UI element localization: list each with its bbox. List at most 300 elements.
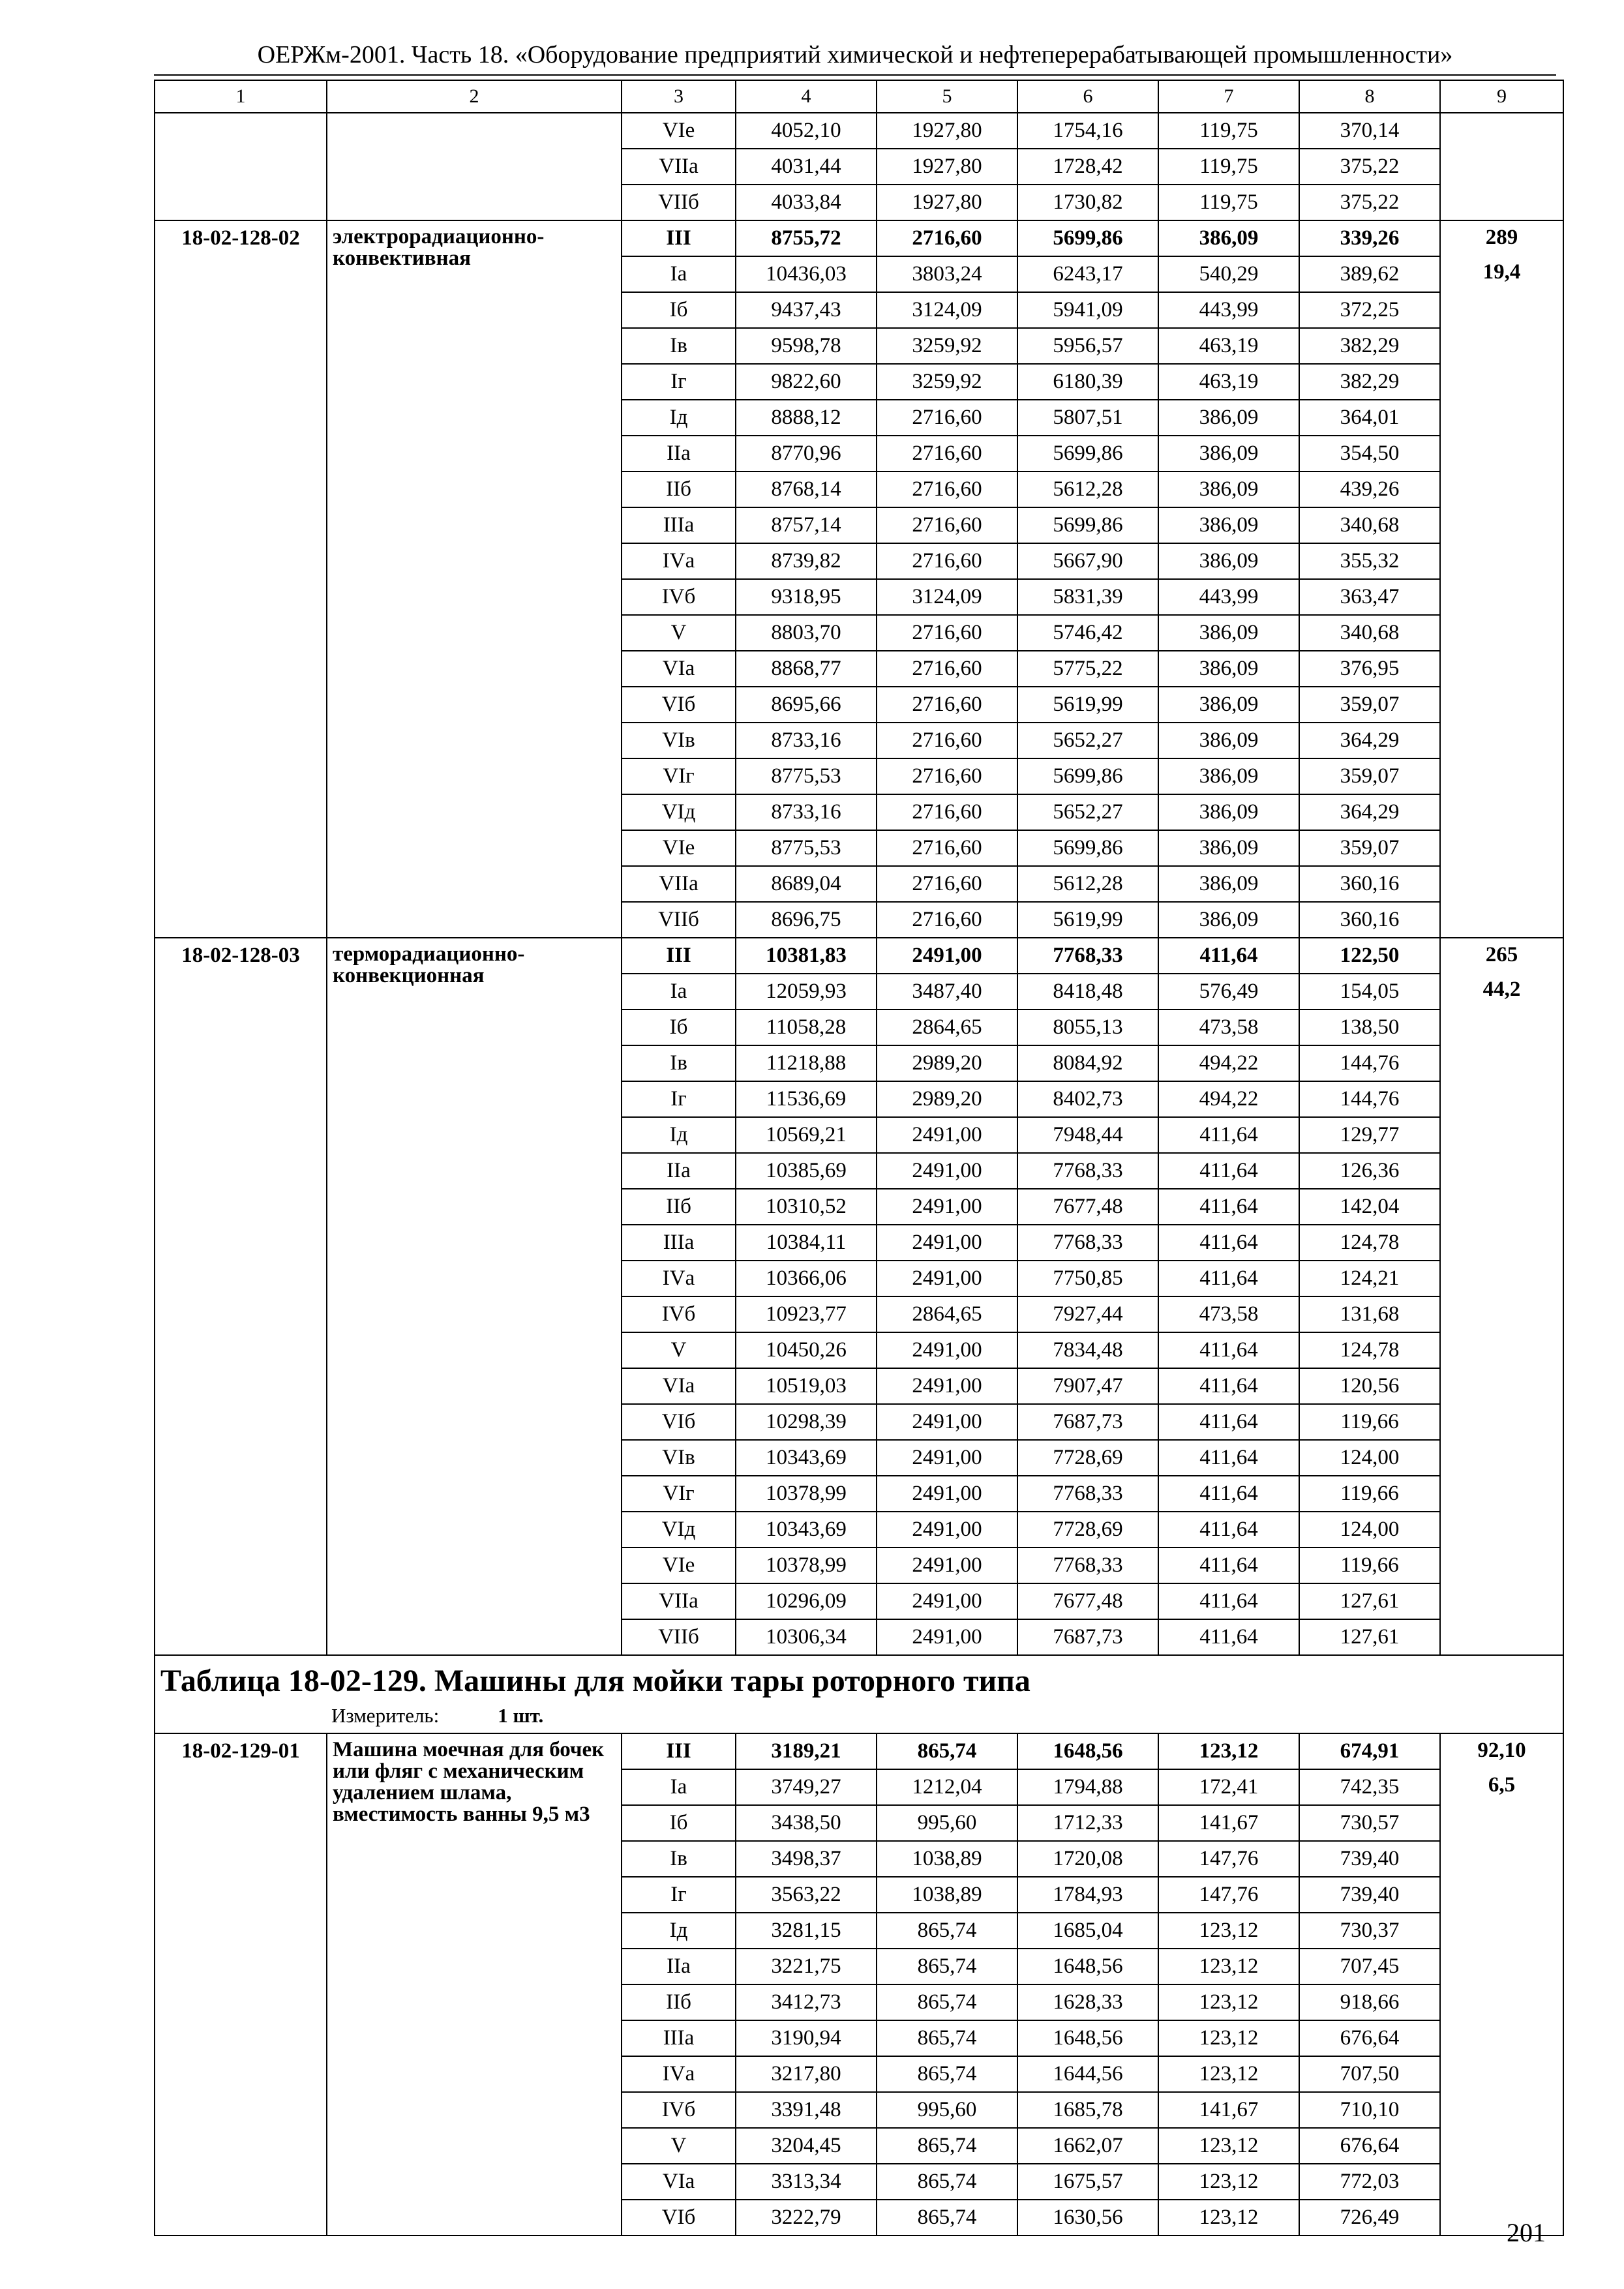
value-cell: 10296,09 (736, 1583, 877, 1619)
value-cell: 123,12 (1158, 1949, 1299, 1984)
value-cell: 1038,89 (877, 1841, 1017, 1877)
value-cell: 5652,27 (1017, 794, 1158, 830)
coefficient-value: 19,4 (1482, 260, 1521, 284)
value-cell: 7728,69 (1017, 1512, 1158, 1548)
zone-cell: Iа (622, 256, 736, 292)
value-cell: 7768,33 (1017, 1548, 1158, 1583)
value-cell: 411,64 (1158, 1225, 1299, 1261)
value-cell: 443,99 (1158, 292, 1299, 328)
value-cell: 372,25 (1299, 292, 1440, 328)
value-cell: 122,50 (1299, 938, 1440, 974)
value-cell: 7768,33 (1017, 1225, 1158, 1261)
value-cell: 144,76 (1299, 1081, 1440, 1117)
value-cell: 9318,95 (736, 579, 877, 615)
price-table (154, 80, 1564, 2236)
value-cell: 1712,33 (1017, 1805, 1158, 1841)
value-cell: 1038,89 (877, 1877, 1017, 1913)
value-cell: 1685,78 (1017, 2092, 1158, 2128)
coefficient-value: 92,10 (1477, 1739, 1526, 1762)
value-cell: 8739,82 (736, 543, 877, 579)
zone-cell: IIб (622, 471, 736, 507)
value-cell: 5699,86 (1017, 758, 1158, 794)
header-rule (154, 74, 1556, 76)
value-cell: 2491,00 (877, 1583, 1017, 1619)
value-cell: 9822,60 (736, 364, 877, 400)
zone-cell: Iа (622, 1769, 736, 1805)
value-cell: 865,74 (877, 1733, 1017, 1769)
value-cell: 340,68 (1299, 507, 1440, 543)
value-cell: 9437,43 (736, 292, 877, 328)
table-row (155, 113, 1563, 149)
table-title-cell (155, 1655, 1563, 1733)
value-cell: 7948,44 (1017, 1117, 1158, 1153)
value-cell: 411,64 (1158, 1404, 1299, 1440)
table-body (155, 80, 1563, 2236)
value-cell: 411,64 (1158, 1189, 1299, 1225)
column-number: 9 (1440, 80, 1563, 113)
value-cell: 5612,28 (1017, 866, 1158, 902)
value-cell: 5956,57 (1017, 328, 1158, 364)
value-cell: 119,66 (1299, 1548, 1440, 1583)
value-cell: 5619,99 (1017, 902, 1158, 938)
value-cell: 2864,65 (877, 1010, 1017, 1045)
value-cell: 7834,48 (1017, 1332, 1158, 1368)
value-cell: 2989,20 (877, 1045, 1017, 1081)
value-cell: 4052,10 (736, 113, 877, 149)
value-cell: 411,64 (1158, 938, 1299, 974)
value-cell: 142,04 (1299, 1189, 1440, 1225)
item-code: 18-02-128-02 (155, 220, 327, 938)
value-cell: 7768,33 (1017, 938, 1158, 974)
column-number: 5 (877, 80, 1017, 113)
zone-cell: Iб (622, 1010, 736, 1045)
zone-cell: VIа (622, 1368, 736, 1404)
value-cell: 382,29 (1299, 364, 1440, 400)
table-title-row (155, 1655, 1563, 1733)
value-cell: 8770,96 (736, 436, 877, 471)
zone-cell: VIд (622, 794, 736, 830)
value-cell: 120,56 (1299, 1368, 1440, 1404)
value-cell: 11058,28 (736, 1010, 877, 1045)
value-cell: 7907,47 (1017, 1368, 1158, 1404)
zone-cell: VIв (622, 1440, 736, 1476)
value-cell: 123,12 (1158, 1984, 1299, 2020)
value-cell: 2491,00 (877, 1440, 1017, 1476)
value-cell: 5652,27 (1017, 723, 1158, 758)
value-cell: 8757,14 (736, 507, 877, 543)
value-cell: 364,29 (1299, 723, 1440, 758)
zone-cell: IIа (622, 1949, 736, 1984)
value-cell: 8868,77 (736, 651, 877, 687)
zone-cell: Iг (622, 1081, 736, 1117)
value-cell: 1648,56 (1017, 1733, 1158, 1769)
value-cell: 5699,86 (1017, 220, 1158, 256)
value-cell: 5775,22 (1017, 651, 1158, 687)
value-cell: 123,12 (1158, 2020, 1299, 2056)
value-cell: 386,09 (1158, 830, 1299, 866)
value-cell: 154,05 (1299, 974, 1440, 1010)
value-cell: 1728,42 (1017, 149, 1158, 185)
value-cell: 172,41 (1158, 1769, 1299, 1805)
value-cell: 742,35 (1299, 1769, 1440, 1805)
value-cell: 2491,00 (877, 1189, 1017, 1225)
value-cell: 359,07 (1299, 830, 1440, 866)
value-cell: 8755,72 (736, 220, 877, 256)
zone-cell: IIб (622, 1984, 736, 2020)
value-cell: 3221,75 (736, 1949, 877, 1984)
column-numbers-row (155, 80, 1563, 113)
value-cell: 8775,53 (736, 830, 877, 866)
value-cell: 2491,00 (877, 938, 1017, 974)
value-cell: 2716,60 (877, 830, 1017, 866)
value-cell: 10343,69 (736, 1440, 877, 1476)
zone-cell: III (622, 1733, 736, 1769)
value-cell: 2491,00 (877, 1117, 1017, 1153)
value-cell: 2491,00 (877, 1261, 1017, 1296)
value-cell: 1630,56 (1017, 2200, 1158, 2236)
value-cell: 2491,00 (877, 1404, 1017, 1440)
page-header: ОЕРЖм-2001. Часть 18. «Оборудование предприятий химической и нефтеперерабатывающей промышленности» (257, 41, 1453, 68)
value-cell: 364,01 (1299, 400, 1440, 436)
value-cell: 865,74 (877, 2128, 1017, 2164)
value-cell: 1644,56 (1017, 2056, 1158, 2092)
zone-cell: IVб (622, 2092, 736, 2128)
value-cell: 865,74 (877, 2020, 1017, 2056)
value-cell: 2716,60 (877, 758, 1017, 794)
value-cell: 3281,15 (736, 1913, 877, 1949)
value-cell: 131,68 (1299, 1296, 1440, 1332)
value-cell: 411,64 (1158, 1440, 1299, 1476)
value-cell: 1212,04 (877, 1769, 1017, 1805)
value-cell: 10298,39 (736, 1404, 877, 1440)
coefficient-cell (1440, 938, 1563, 1655)
value-cell: 124,21 (1299, 1261, 1440, 1296)
value-cell: 730,57 (1299, 1805, 1440, 1841)
value-cell: 123,12 (1158, 1913, 1299, 1949)
column-number: 3 (622, 80, 736, 113)
value-cell: 3563,22 (736, 1877, 877, 1913)
value-cell: 411,64 (1158, 1512, 1299, 1548)
zone-cell: Iв (622, 1841, 736, 1877)
value-cell: 5612,28 (1017, 471, 1158, 507)
table-title: Таблица 18-02-129. Машины для мойки тары роторного типа (160, 1664, 1030, 1698)
coefficient-value: 6,5 (1488, 1773, 1516, 1797)
zone-cell: V (622, 615, 736, 651)
meter-label: Измеритель: (331, 1704, 440, 1727)
value-cell: 1648,56 (1017, 1949, 1158, 1984)
value-cell: 147,76 (1158, 1841, 1299, 1877)
value-cell: 865,74 (877, 1913, 1017, 1949)
value-cell: 1730,82 (1017, 185, 1158, 220)
value-cell: 124,00 (1299, 1440, 1440, 1476)
zone-cell: VIг (622, 1476, 736, 1512)
value-cell: 2989,20 (877, 1081, 1017, 1117)
value-cell: 3124,09 (877, 292, 1017, 328)
value-cell: 10436,03 (736, 256, 877, 292)
value-cell: 386,09 (1158, 471, 1299, 507)
value-cell: 411,64 (1158, 1261, 1299, 1296)
item-description: Машина моечная для бочек или фляг с механическим удалением шлама, вместимость ванны 9,5 м3 (327, 1733, 622, 2236)
value-cell: 119,75 (1158, 185, 1299, 220)
value-cell: 386,09 (1158, 723, 1299, 758)
value-cell: 7927,44 (1017, 1296, 1158, 1332)
value-cell: 355,32 (1299, 543, 1440, 579)
zone-cell: Iд (622, 1117, 736, 1153)
zone-cell: III (622, 938, 736, 974)
value-cell: 411,64 (1158, 1332, 1299, 1368)
column-number: 7 (1158, 80, 1299, 113)
value-cell: 386,09 (1158, 543, 1299, 579)
value-cell: 386,09 (1158, 220, 1299, 256)
value-cell: 141,67 (1158, 1805, 1299, 1841)
value-cell: 1927,80 (877, 185, 1017, 220)
value-cell: 2716,60 (877, 507, 1017, 543)
value-cell: 360,16 (1299, 866, 1440, 902)
value-cell: 1685,04 (1017, 1913, 1158, 1949)
zone-cell: IVб (622, 1296, 736, 1332)
value-cell: 726,49 (1299, 2200, 1440, 2236)
value-cell: 144,76 (1299, 1045, 1440, 1081)
coefficient-value: 265 (1485, 943, 1518, 966)
zone-cell: Iа (622, 974, 736, 1010)
value-cell: 2716,60 (877, 436, 1017, 471)
value-cell: 2716,60 (877, 902, 1017, 938)
value-cell: 363,47 (1299, 579, 1440, 615)
value-cell: 386,09 (1158, 866, 1299, 902)
value-cell: 386,09 (1158, 794, 1299, 830)
value-cell: 2491,00 (877, 1548, 1017, 1583)
value-cell: 674,91 (1299, 1733, 1440, 1769)
value-cell: 2491,00 (877, 1512, 1017, 1548)
value-cell: 865,74 (877, 2164, 1017, 2200)
zone-cell: VIе (622, 1548, 736, 1583)
value-cell: 10569,21 (736, 1117, 877, 1153)
value-cell: 463,19 (1158, 328, 1299, 364)
value-cell: 995,60 (877, 2092, 1017, 2128)
value-cell: 8775,53 (736, 758, 877, 794)
value-cell: 2491,00 (877, 1619, 1017, 1655)
value-cell: 2491,00 (877, 1153, 1017, 1189)
item-code: 18-02-128-03 (155, 938, 327, 1655)
value-cell: 865,74 (877, 1984, 1017, 2020)
value-cell: 123,12 (1158, 2200, 1299, 2236)
zone-cell: VIг (622, 758, 736, 794)
value-cell: 7768,33 (1017, 1153, 1158, 1189)
value-cell: 10450,26 (736, 1332, 877, 1368)
zone-cell: VIб (622, 687, 736, 723)
value-cell: 3124,09 (877, 579, 1017, 615)
value-cell: 411,64 (1158, 1583, 1299, 1619)
value-cell: 5831,39 (1017, 579, 1158, 615)
zone-cell: VIа (622, 2164, 736, 2200)
value-cell: 359,07 (1299, 687, 1440, 723)
value-cell: 2491,00 (877, 1368, 1017, 1404)
value-cell: 2716,60 (877, 471, 1017, 507)
value-cell: 123,12 (1158, 1733, 1299, 1769)
column-number: 8 (1299, 80, 1440, 113)
value-cell: 730,37 (1299, 1913, 1440, 1949)
zone-cell: Iб (622, 292, 736, 328)
value-cell: 4031,44 (736, 149, 877, 185)
zone-cell: VIIб (622, 1619, 736, 1655)
value-cell: 411,64 (1158, 1619, 1299, 1655)
value-cell: 386,09 (1158, 651, 1299, 687)
value-cell: 10923,77 (736, 1296, 877, 1332)
value-cell: 3222,79 (736, 2200, 877, 2236)
zone-cell: V (622, 2128, 736, 2164)
zone-cell: VIв (622, 723, 736, 758)
value-cell: 8803,70 (736, 615, 877, 651)
column-number: 2 (327, 80, 622, 113)
value-cell: 576,49 (1158, 974, 1299, 1010)
value-cell: 376,95 (1299, 651, 1440, 687)
value-cell: 439,26 (1299, 471, 1440, 507)
value-cell: 411,64 (1158, 1117, 1299, 1153)
coefficient-cell (1440, 113, 1563, 220)
item-description-empty (327, 113, 622, 220)
value-cell: 8888,12 (736, 400, 877, 436)
value-cell: 707,50 (1299, 2056, 1440, 2092)
value-cell: 739,40 (1299, 1841, 1440, 1877)
value-cell: 411,64 (1158, 1153, 1299, 1189)
zone-cell: IIа (622, 1153, 736, 1189)
value-cell: 5667,90 (1017, 543, 1158, 579)
zone-cell: V (622, 1332, 736, 1368)
value-cell: 1927,80 (877, 113, 1017, 149)
value-cell: 339,26 (1299, 220, 1440, 256)
value-cell: 7728,69 (1017, 1440, 1158, 1476)
zone-cell: IIIа (622, 2020, 736, 2056)
zone-cell: IVб (622, 579, 736, 615)
value-cell: 364,29 (1299, 794, 1440, 830)
value-cell: 2716,60 (877, 615, 1017, 651)
value-cell: 119,75 (1158, 149, 1299, 185)
table-row (155, 938, 1563, 974)
value-cell: 2716,60 (877, 687, 1017, 723)
coefficient-cell (1440, 220, 1563, 938)
value-cell: 3204,45 (736, 2128, 877, 2164)
value-cell: 1927,80 (877, 149, 1017, 185)
zone-cell: Iг (622, 1877, 736, 1913)
value-cell: 710,10 (1299, 2092, 1440, 2128)
value-cell: 11536,69 (736, 1081, 877, 1117)
value-cell: 3487,40 (877, 974, 1017, 1010)
value-cell: 3259,92 (877, 364, 1017, 400)
value-cell: 5746,42 (1017, 615, 1158, 651)
value-cell: 124,00 (1299, 1512, 1440, 1548)
value-cell: 12059,93 (736, 974, 877, 1010)
value-cell: 1754,16 (1017, 113, 1158, 149)
value-cell: 10378,99 (736, 1476, 877, 1512)
value-cell: 386,09 (1158, 400, 1299, 436)
zone-cell: VIе (622, 830, 736, 866)
value-cell: 370,14 (1299, 113, 1440, 149)
value-cell: 10343,69 (736, 1512, 877, 1548)
value-cell: 10306,34 (736, 1619, 877, 1655)
value-cell: 8768,14 (736, 471, 877, 507)
value-cell: 2491,00 (877, 1225, 1017, 1261)
value-cell: 1628,33 (1017, 1984, 1158, 2020)
value-cell: 5941,09 (1017, 292, 1158, 328)
value-cell: 386,09 (1158, 902, 1299, 938)
value-cell: 10519,03 (736, 1368, 877, 1404)
value-cell: 676,64 (1299, 2020, 1440, 2056)
value-cell: 3412,73 (736, 1984, 877, 2020)
value-cell: 1662,07 (1017, 2128, 1158, 2164)
value-cell: 10384,11 (736, 1225, 877, 1261)
value-cell: 995,60 (877, 1805, 1017, 1841)
value-cell: 138,50 (1299, 1010, 1440, 1045)
value-cell: 127,61 (1299, 1583, 1440, 1619)
value-cell: 359,07 (1299, 758, 1440, 794)
value-cell: 123,12 (1158, 2128, 1299, 2164)
zone-cell: Iв (622, 328, 736, 364)
zone-cell: VIб (622, 1404, 736, 1440)
value-cell: 8696,75 (736, 902, 877, 938)
value-cell: 676,64 (1299, 2128, 1440, 2164)
value-cell: 411,64 (1158, 1368, 1299, 1404)
value-cell: 6180,39 (1017, 364, 1158, 400)
value-cell: 375,22 (1299, 185, 1440, 220)
value-cell: 124,78 (1299, 1225, 1440, 1261)
value-cell: 5619,99 (1017, 687, 1158, 723)
zone-cell: VIе (622, 113, 736, 149)
value-cell: 386,09 (1158, 687, 1299, 723)
value-cell: 3438,50 (736, 1805, 877, 1841)
value-cell: 8055,13 (1017, 1010, 1158, 1045)
value-cell: 119,66 (1299, 1404, 1440, 1440)
value-cell: 10310,52 (736, 1189, 877, 1225)
value-cell: 8418,48 (1017, 974, 1158, 1010)
value-cell: 8084,92 (1017, 1045, 1158, 1081)
value-cell: 918,66 (1299, 1984, 1440, 2020)
value-cell: 7768,33 (1017, 1476, 1158, 1512)
value-cell: 119,66 (1299, 1476, 1440, 1512)
value-cell: 865,74 (877, 1949, 1017, 1984)
zone-cell: IVа (622, 543, 736, 579)
value-cell: 494,22 (1158, 1081, 1299, 1117)
value-cell: 473,58 (1158, 1010, 1299, 1045)
value-cell: 1675,57 (1017, 2164, 1158, 2200)
value-cell: 119,75 (1158, 113, 1299, 149)
item-description: электрорадиационно-конвективная (327, 220, 622, 938)
zone-cell: VIа (622, 651, 736, 687)
value-cell: 8733,16 (736, 794, 877, 830)
value-cell: 2491,00 (877, 1476, 1017, 1512)
value-cell: 6243,17 (1017, 256, 1158, 292)
value-cell: 2716,60 (877, 220, 1017, 256)
value-cell: 340,68 (1299, 615, 1440, 651)
coefficient-value: 289 (1485, 226, 1518, 249)
coefficient-value: 44,2 (1482, 978, 1521, 1001)
value-cell: 11218,88 (736, 1045, 877, 1081)
zone-cell: IIIа (622, 507, 736, 543)
table-row (155, 1733, 1563, 1769)
value-cell: 2716,60 (877, 723, 1017, 758)
value-cell: 2491,00 (877, 1332, 1017, 1368)
value-cell: 865,74 (877, 2200, 1017, 2236)
value-cell: 127,61 (1299, 1619, 1440, 1655)
value-cell: 7750,85 (1017, 1261, 1158, 1296)
zone-cell: IIб (622, 1189, 736, 1225)
value-cell: 8695,66 (736, 687, 877, 723)
value-cell: 382,29 (1299, 328, 1440, 364)
value-cell: 123,12 (1158, 2164, 1299, 2200)
value-cell: 865,74 (877, 2056, 1017, 2092)
value-cell: 1720,08 (1017, 1841, 1158, 1877)
value-cell: 10378,99 (736, 1548, 877, 1583)
value-cell: 3217,80 (736, 2056, 877, 2092)
